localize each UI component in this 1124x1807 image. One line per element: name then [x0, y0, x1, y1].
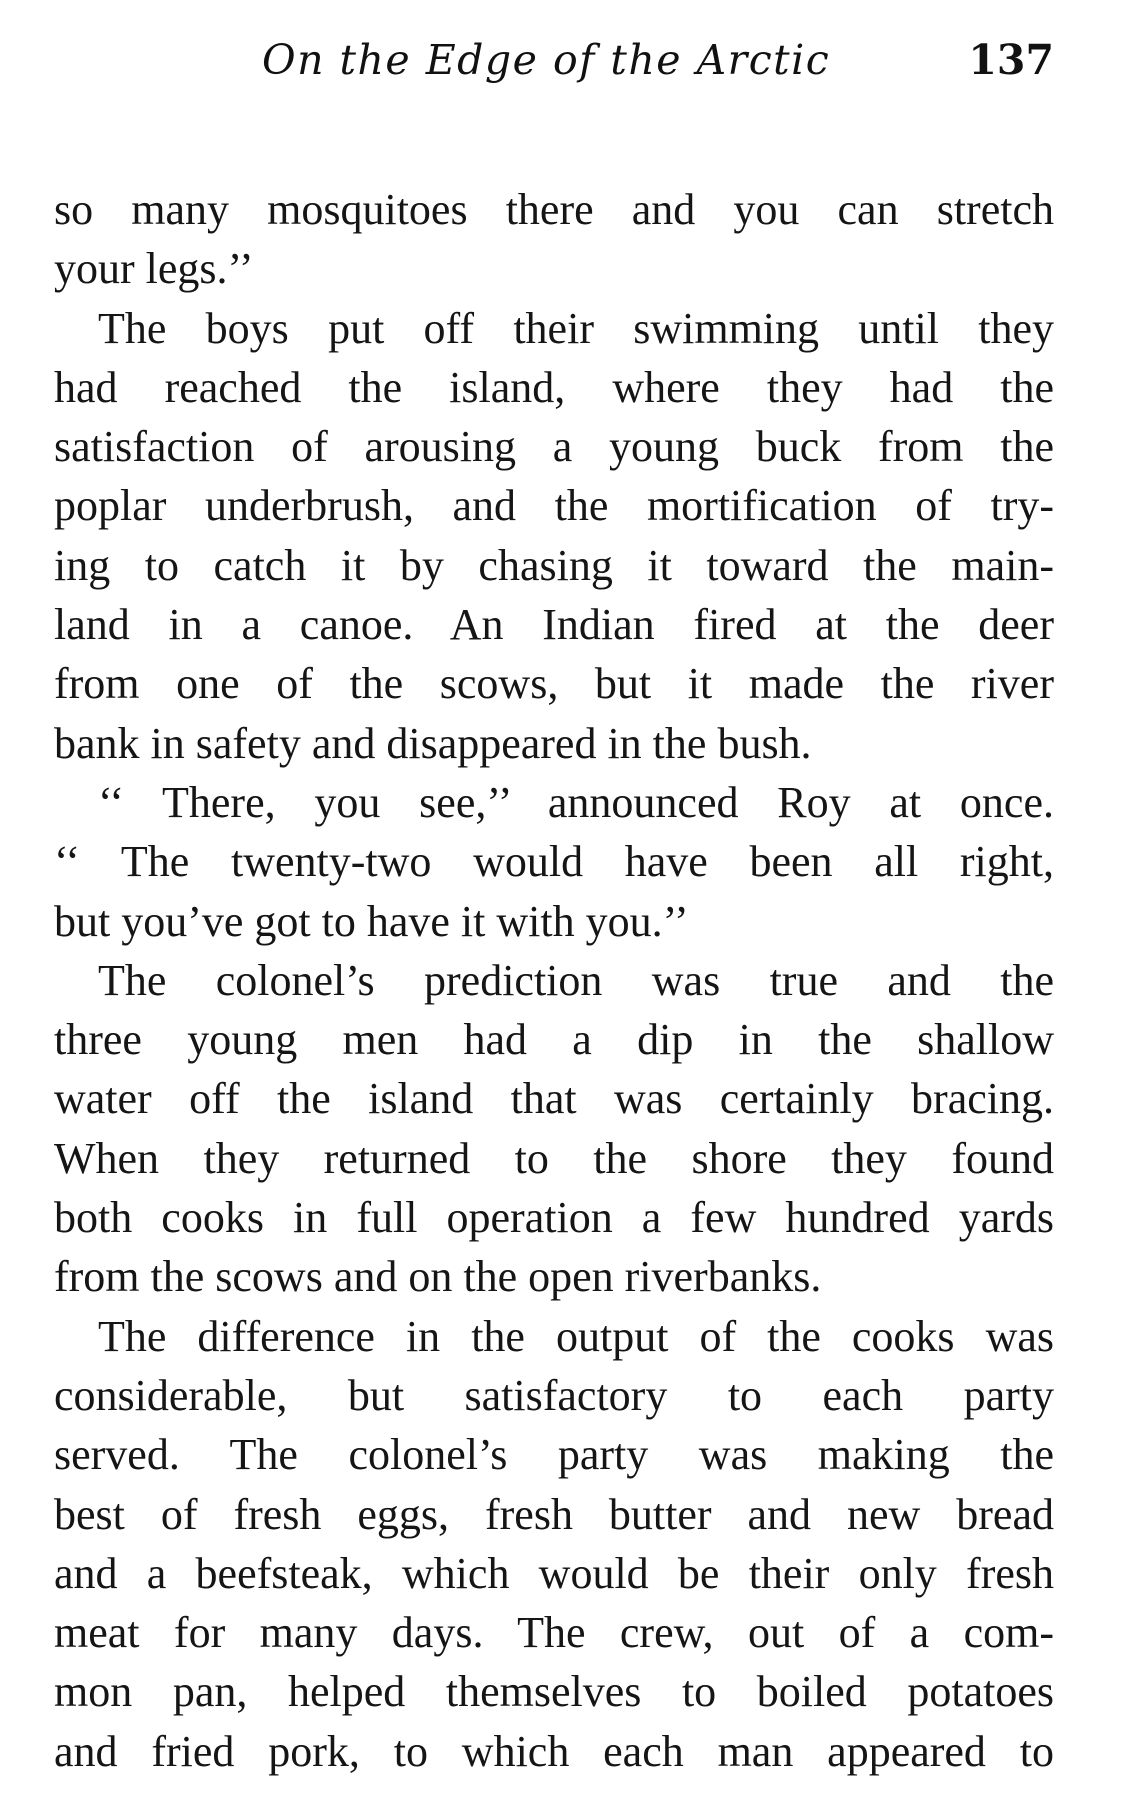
page-number: 137: [968, 36, 1054, 84]
text-line: your legs.’’: [54, 244, 254, 294]
text-line: considerable, but satisfactory to each party: [54, 1370, 1054, 1420]
text-line: from the scows and on the open riverbanks.: [54, 1252, 822, 1302]
text-line: land in a canoe. An Indian fired at the deer: [54, 600, 1054, 650]
text-line: mon pan, helped themselves to boiled potatoes: [54, 1667, 1054, 1717]
text-line: and fried pork, to which each man appeared to: [54, 1726, 1054, 1776]
running-title: On the Edge of the Arctic: [262, 36, 831, 84]
text-line: both cooks in full operation a few hundred yards: [54, 1193, 1054, 1243]
running-header: [54, 36, 1054, 108]
text-line: had reached the island, where they had the: [54, 362, 1054, 412]
text-line: satisfaction of arousing a young buck from the: [54, 422, 1054, 472]
text-line: poplar underbrush, and the mortification of try-: [54, 481, 1054, 531]
text-line: ing to catch it by chasing it toward the main-: [54, 540, 1054, 590]
text-line: from one of the scows, but it made the river: [54, 659, 1054, 709]
body-text: [54, 180, 1054, 1781]
text-line: When they returned to the shore they found: [54, 1133, 1054, 1183]
text-line: The colonel’s prediction was true and the: [98, 955, 1054, 1005]
text-line: meat for many days. The crew, out of a com-: [54, 1608, 1054, 1658]
text-line: The difference in the output of the cooks was: [98, 1311, 1054, 1361]
text-line: ‘‘ There, you see,’’ announced Roy at once.: [98, 777, 1054, 827]
text-line: best of fresh eggs, fresh butter and new bread: [54, 1489, 1054, 1539]
text-line: but you’ve got to have it with you.’’: [54, 896, 689, 946]
text-line: ‘‘ The twenty-two would have been all right,: [54, 837, 1054, 887]
text-line: water off the island that was certainly bracing.: [54, 1074, 1054, 1124]
text-line: The boys put off their swimming until they: [98, 303, 1054, 353]
text-line: so many mosquitoes there and you can stretch: [54, 185, 1054, 234]
text-line: bank in safety and disappeared in the bush.: [54, 718, 812, 768]
text-line: three young men had a dip in the shallow: [54, 1015, 1054, 1065]
text-line: and a beefsteak, which would be their only fresh: [54, 1548, 1054, 1598]
text-line: served. The colonel’s party was making the: [54, 1430, 1054, 1480]
